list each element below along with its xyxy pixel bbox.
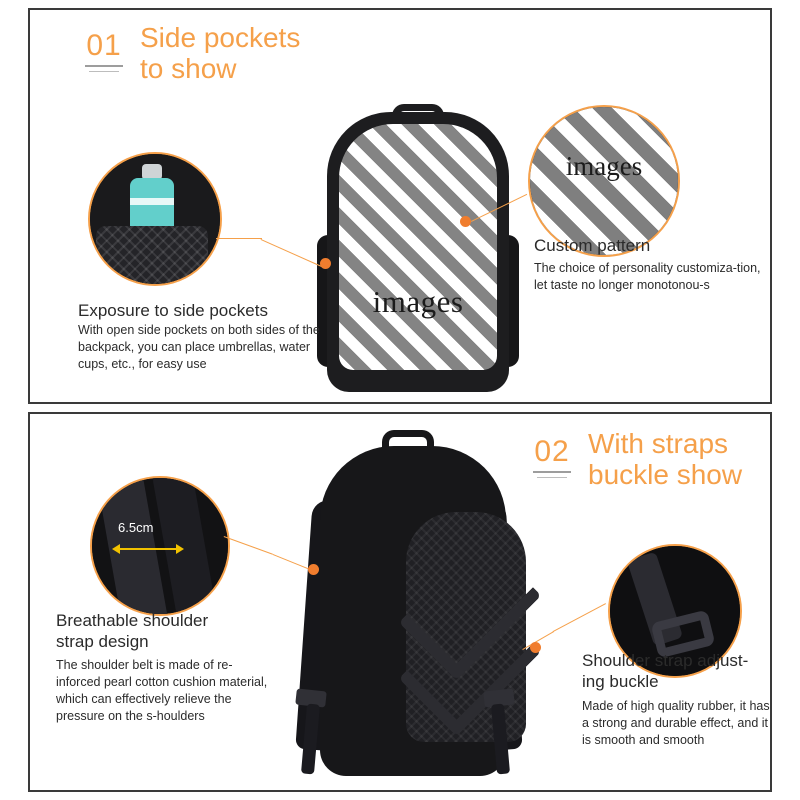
step-title-02 (588, 428, 742, 490)
product-watermark: images (372, 284, 464, 319)
caption-title-line2: strap design (56, 632, 149, 651)
measure-line (120, 548, 176, 550)
mesh-pocket (96, 226, 208, 286)
connector-line (553, 603, 606, 632)
caption-title-shoulder-strap (56, 610, 208, 652)
caption-title-line2: ing buckle (582, 672, 659, 691)
arrow-right-icon (176, 544, 184, 554)
step-rule-thin (89, 71, 119, 72)
step-number: 01 (86, 29, 122, 62)
bottle-band (130, 198, 174, 205)
section-side-pockets (28, 8, 772, 404)
step-title-line1: Side pockets (140, 22, 301, 53)
step-title-line2: buckle show (588, 459, 743, 490)
callout-circle-shoulder-strap (90, 476, 230, 616)
backpack-body (320, 446, 506, 776)
backpack-body (327, 112, 509, 392)
backpack-back-image (266, 428, 556, 788)
step-title-01 (140, 22, 300, 84)
step-badge-01 (78, 30, 130, 72)
step-number: 02 (534, 435, 570, 468)
callout-dot-adjusting-buckle (530, 642, 541, 653)
breathable-mesh-back-panel (406, 512, 526, 742)
step-title-line2: to show (140, 53, 237, 84)
side-pocket-photo (90, 154, 220, 284)
arrow-left-icon (112, 544, 120, 554)
section-straps-buckle (28, 412, 772, 792)
caption-body-side-pockets: With open side pockets on both sides of the backpack, you can place umbrellas, water cups, etc., for easy use (78, 323, 320, 371)
measurement-arrow (112, 544, 184, 554)
step-rule (85, 65, 123, 67)
pattern-watermark: images (565, 151, 643, 181)
connector-line (216, 238, 262, 239)
caption-body-shoulder-strap: The shoulder belt is made of re-inforced pearl cotton cushion material, which can effectively relieve the pressure on the s-houlders (56, 658, 268, 723)
measurement-label: 6.5cm (118, 520, 154, 535)
callout-dot-side-pockets (320, 258, 331, 269)
caption-title-custom-pattern: Custom pattern (534, 236, 651, 255)
callout-circle-side-pockets (88, 152, 222, 286)
caption-title-line1: Breathable shoulder (56, 611, 209, 630)
callout-dot-shoulder-strap (308, 564, 319, 575)
callout-dot-custom-pattern (460, 216, 471, 227)
step-title-line1: With straps (588, 428, 729, 459)
caption-title-adjusting-buckle (582, 650, 748, 692)
caption-body-adjusting-buckle: Made of high quality rubber, it has a strong and durable effect, and it is smooth and smooth (582, 699, 770, 747)
caption-title-side-pockets: Exposure to side pockets (78, 301, 268, 320)
striped-pattern-panel (339, 124, 497, 370)
caption-title-line1: Shoulder strap adjust- (582, 651, 749, 670)
caption-body-custom-pattern: The choice of personality customiza-tion, let taste no longer monotonou-s (534, 261, 761, 292)
